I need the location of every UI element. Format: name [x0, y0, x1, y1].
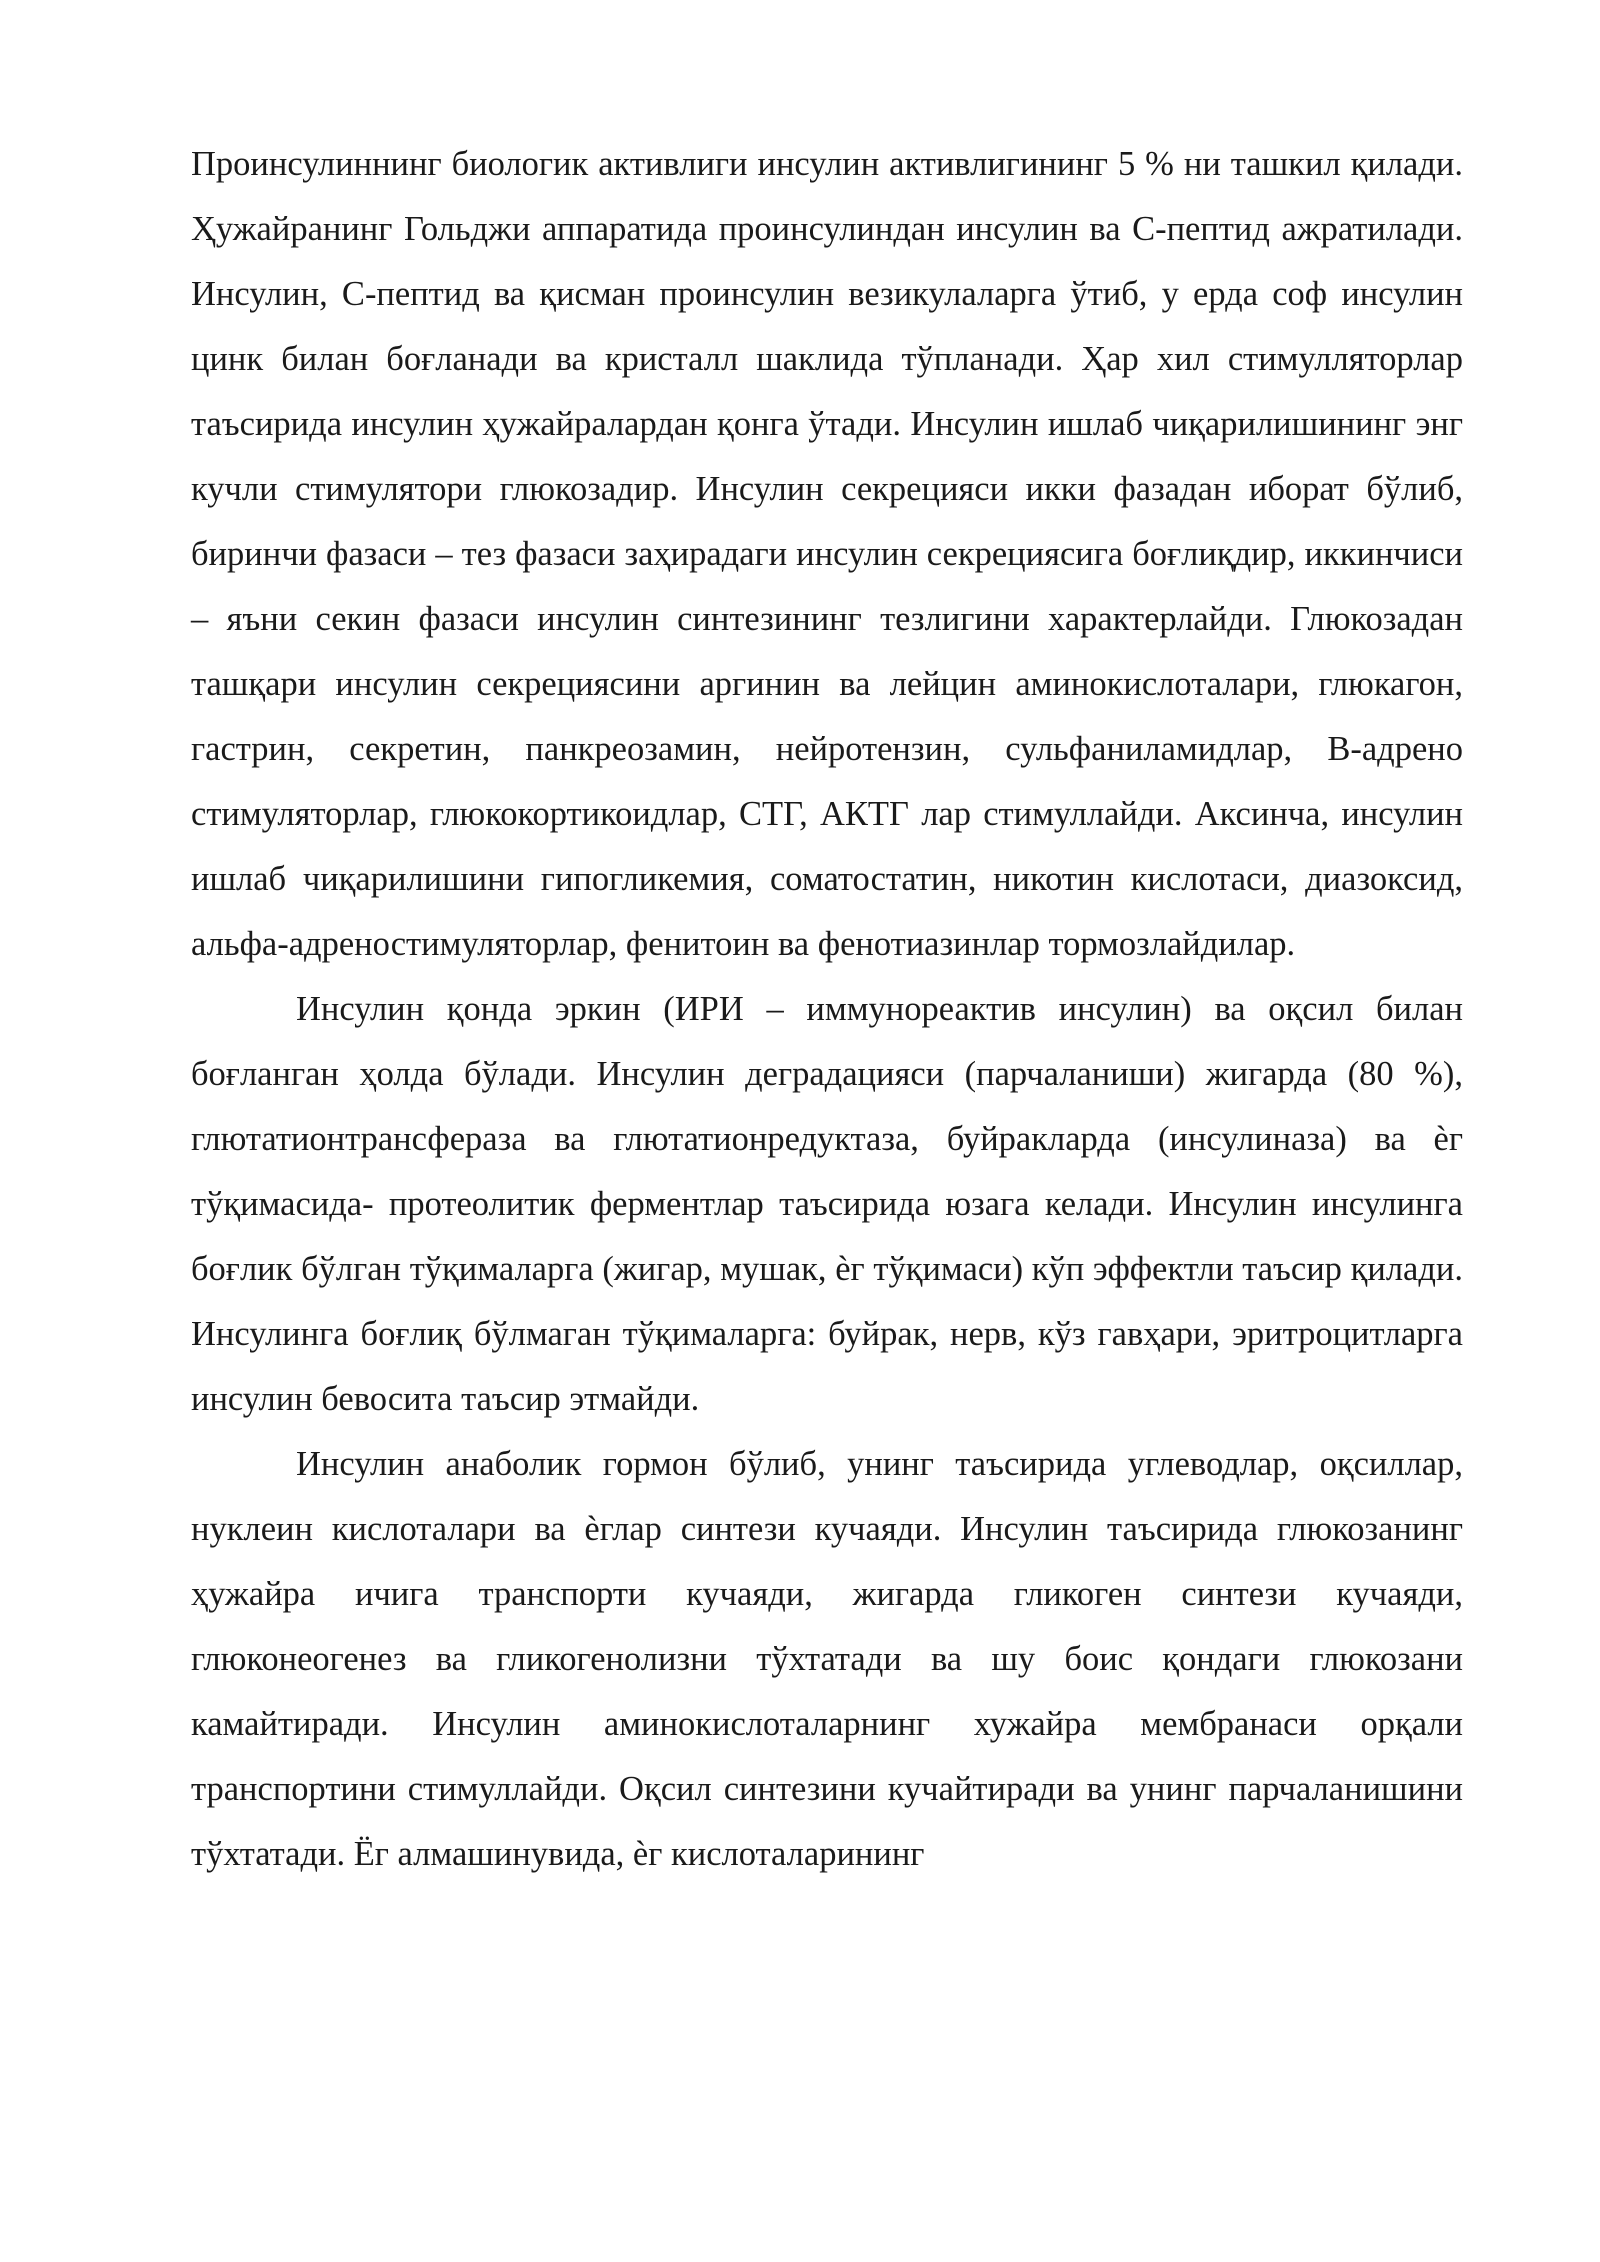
document-body	[191, 132, 1463, 1887]
paragraph-proinsulin: Проинсулиннинг биологик активлиги инсулин активлигининг 5 % ни ташкил қилади. Ҳужайранинг Гольджи аппаратида проинсулиндан инсулин ва С-пептид ажратилади. Инсулин, С-пептид ва қисман проинсулин везикулаларга ўтиб, у ерда соф инсулин цинк билан боғланади ва кристалл шаклида тўпланади. Ҳар хил стимулляторлар таъсирида инсулин ҳужайралардан қонга ўтади. Инсулин ишлаб чиқарилишининг энг кучли стимулятори глюкозадир. Инсулин секрецияси икки фазадан иборат бўлиб, биринчи фазаси – тез фазаси заҳирадаги инсулин секрециясига боғлиқдир, иккинчиси – яъни секин фазаси инсулин синтезининг тезлигини характерлайди. Глюкозадан ташқари инсулин секрециясини аргинин ва лейцин аминокислоталари, глюкагон, гастрин, секретин, панкреозамин, нейротензин, сульфаниламидлар, В-адрено стимуляторлар, глюкокортикоидлар, СТГ, АКТГ лар стимуллайди. Аксинча, инсулин ишлаб чиқарилишини гипогликемия, соматостатин, никотин кислотаси, диазоксид, альфа-адреностимуляторлар, фенитоин ва фенотиазинлар тормозлайдилар.	[191, 145, 1463, 963]
paragraph-insulin-degradation: Инсулин қонда эркин (ИРИ – иммунореактив инсулин) ва оқсил билан боғланган ҳолда бўлади. Инсулин деградацияси (парчаланиши) жигарда (80 %), глютатионтрансфераза ва глютатионредуктаза, буйракларда (инсулиназа) ва ѐг тўқимасида- протеолитик ферментлар таъсирида юзага келади. Инсулин инсулинга боғлик бўлган тўқималарга (жигар, мушак, ѐг тўқимаси) кўп эффектли таъсир қилади. Инсулинга боғлиқ бўлмаган тўқималарга: буйрак, нерв, кўз гавҳари, эритроцитларга инсулин бевосита таъсир этмайди.	[191, 990, 1463, 1418]
paragraph-anabolic-effects: Инсулин анаболик гормон бўлиб, унинг таъсирида углеводлар, оқсиллар, нуклеин кислоталари ва ѐглар синтези кучаяди. Инсулин таъсирида глюкозанинг ҳужайра ичига транспорти кучаяди, жигарда гликоген синтези кучаяди, глюконеогенез ва гликогенолизни тўхтатади ва шу боис қондаги глюкозани камайтиради. Инсулин аминокислоталарнинг хужайра мембранаси орқали транспортини стимуллайди. Оқсил синтезини кучайтиради ва унинг парчаланишини тўхтатади. Ёг алмашинувида, ѐг кислоталарининг	[191, 1445, 1463, 1873]
